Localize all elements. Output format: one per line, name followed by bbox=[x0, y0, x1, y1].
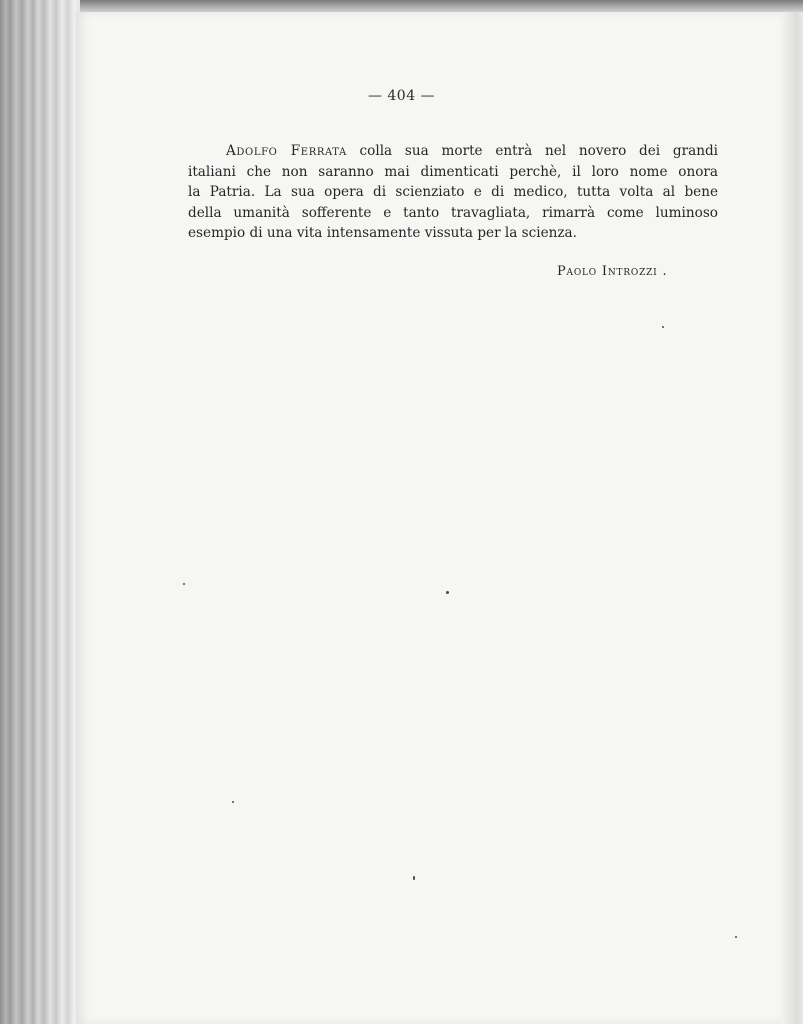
scan-speck bbox=[735, 936, 737, 938]
scan-speck bbox=[232, 801, 234, 803]
scan-speck bbox=[446, 591, 449, 594]
signature: Paolo Introzzi . bbox=[557, 264, 668, 279]
paragraph-line-1-text: colla sua morte entrà nel novero dei grandi bbox=[346, 143, 718, 159]
paragraph-line-3: la Patria. La sua opera di scienziato e di medico, tutta volta al bene bbox=[188, 184, 718, 201]
memorial-paragraph bbox=[188, 141, 718, 244]
scan-speck bbox=[413, 876, 415, 880]
scan-speck bbox=[183, 583, 185, 585]
page-number: — 404 — bbox=[367, 88, 436, 104]
book-page-edges bbox=[0, 0, 80, 1024]
author-name: Adolfo Ferrata bbox=[226, 143, 347, 159]
page-right-edge bbox=[781, 12, 803, 1024]
paragraph-line-2: italiani che non saranno mai dimenticati perchè, il loro nome onora bbox=[188, 163, 718, 180]
scan-speck bbox=[662, 326, 664, 328]
paragraph-line-5: esempio di una vita intensamente vissuta per la scienza. bbox=[188, 225, 577, 242]
paragraph-line-4: della umanità sofferente e tanto travagliata, rimarrà come luminoso bbox=[188, 204, 718, 221]
paragraph-line-1 bbox=[188, 141, 718, 162]
